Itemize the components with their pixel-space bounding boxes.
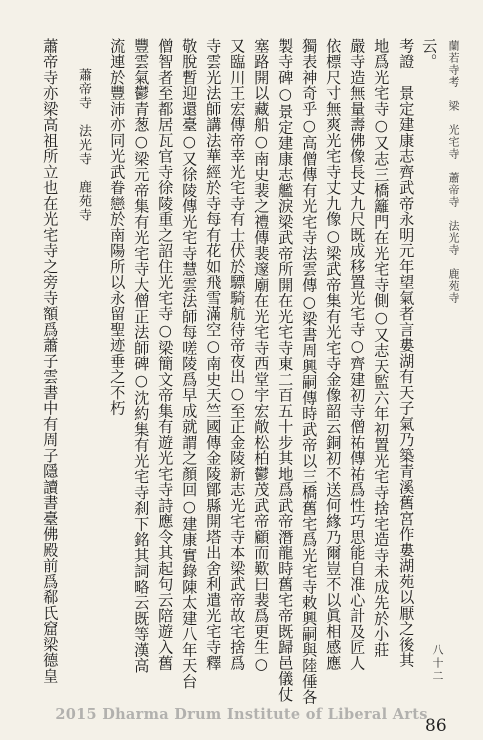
text-column-2: 地爲光宅寺○又志三橋籬門在光宅寺側○又志天監六年初置光宅寺捨宅造寺未成先於小莊 xyxy=(372,38,391,658)
text-column-5: 獨表神奇乎○高僧傳有光宅寺法雲傳○梁書周興嗣傳時武帝以三橋舊宅爲光宅寺敕興嗣與陸倕各 xyxy=(300,38,319,706)
text-column-0: 云。 xyxy=(420,38,439,70)
page-number: 86 xyxy=(425,716,447,736)
section-subheading: 蕭帝寺 法光寺 鹿苑寺 xyxy=(76,68,91,222)
text-column-15: 蕭帝寺亦梁高祖所立也在光宅寺之旁寺額爲蕭子雲書中有周子隱讀書臺佛殿前爲郗氏窟梁德皇 xyxy=(41,38,60,684)
text-column-6: 製寺碑○景定建康志艦淚梁武帝所開在光宅寺東二百五十步其地爲武帝潛龍時舊宅帝既歸邑儀仗 xyxy=(276,38,295,703)
watermark: 2015 Dharma Drum Institute of Liberal Arts xyxy=(55,706,428,723)
text-column-13: 流連於豐沛亦同光武眷戀於南陽所以永留聖迹垂之不朽 xyxy=(108,38,127,416)
folio-number: 八十二 xyxy=(431,644,444,683)
text-column-12: 豐雲氣鬱青葱○梁元帝集有光宅寺大僧正法師碑○沈約集有光宅寺刹下銘其詞略云既等漢高 xyxy=(132,38,151,674)
text-column-1: 考證 景定建康志齊武帝永明元年望氣者言婁湖有天子氣乃築青溪舊宮作婁湖苑以厭之後其 xyxy=(397,38,416,668)
text-column-9: 寺雲光法師講法華經於寺每有花如飛雪滿空○南史天竺國傳金陵鄮縣開塔出舍利遣光宅寺釋 xyxy=(204,38,223,671)
text-column-8: 又臨川王宏傳帝幸光宅寺有士伏於驃騎航待帝夜出○至正金陵新志光宅寺本梁武帝故宅捨爲 xyxy=(228,38,247,671)
text-column-3: 嚴寺造無量壽佛像長丈九尺既成移置光宅寺○齊建初寺僧祐傳祐爲性巧思能自准心計及匠人 xyxy=(348,38,367,671)
text-column-11: 僧智者至都居瓦官寺徐陵重之詔住光宅寺○梁簡文帝集有遊光宅寺詩應令其起句云陪遊入舊 xyxy=(156,38,175,671)
text-column-7: 塞路開以藏船○南史裴之禮傳裴邃廟在光宅寺西堂宇宏敞松柏鬱茂武帝顧而歎曰裴爲更生○ xyxy=(252,38,271,674)
text-column-4: 依標尺寸無爽光宅寺丈九像○梁武帝集有光宅寺金像韶云銅初不送何緣乃爾豈不以眞相感應 xyxy=(324,38,343,671)
text-column-10: 敬脫暫迎還臺○又徐陵傳光宅寺慧雲法師每嗟陵爲早成就謂之顏回○建康實錄陳太建八年天台 xyxy=(180,38,199,690)
running-head: 蘭若寺考 梁 光宅寺 蕭帝寺 法光寺 鹿苑寺 xyxy=(447,40,460,304)
